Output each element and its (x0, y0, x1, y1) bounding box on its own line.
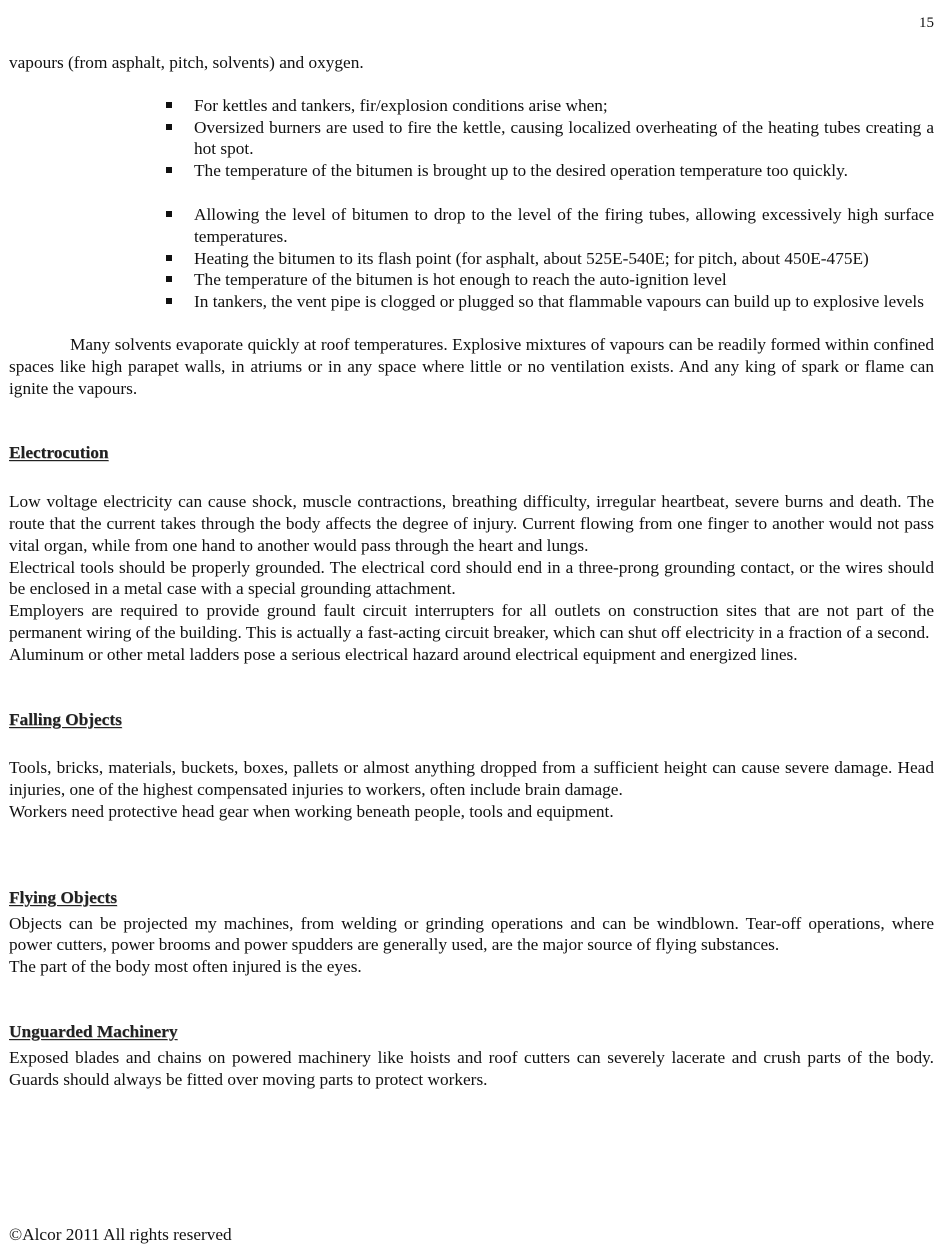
intro-line: vapours (from asphalt, pitch, solvents) and oxygen. (9, 53, 364, 72)
body-paragraph: Workers need protective head gear when working beneath people, tools and equipment. (9, 801, 614, 821)
bullet-item: The temperature of the bitumen is brought up to the desired operation temperature too quickly. (194, 160, 934, 182)
body-paragraph: Electrical tools should be properly grounded. The electrical cord should end in a three-prong grounding contact, or the wires should be enclosed in a metal case with a special grounding attachment. (9, 557, 934, 599)
copyright-footer: ©Alcor 2011 All rights reserved (9, 1225, 232, 1244)
square-bullet-icon (166, 211, 172, 217)
bullet-item: Heating the bitumen to its flash point (for asphalt, about 525E-540E; for pitch, about 450E-475E) (194, 248, 934, 270)
square-bullet-icon (166, 276, 172, 282)
bullet-item: The temperature of the bitumen is hot enough to reach the auto-ignition level (194, 269, 934, 291)
bullet-list-bitumen-conditions (9, 204, 934, 313)
body-paragraph: Aluminum or other metal ladders pose a serious electrical hazard around electrical equipment and energized lines. (9, 644, 798, 664)
body-paragraph: Employers are required to provide ground fault circuit interrupters for all outlets on construction sites that are not part of the permanent wiring of the building. This is actually a fast-acting circuit breaker, which can shut off electricity in a fraction of a second. (9, 601, 934, 642)
body-paragraph: The part of the body most often injured is the eyes. (9, 957, 362, 977)
body-paragraph: Objects can be projected my machines, from welding or grinding operations and can be windblown. Tear-off operations, where power cutters, power brooms and power spudders are generally used, are the major source of flying substances. (9, 913, 934, 955)
page-number: 15 (919, 15, 934, 31)
section-flying-objects (9, 887, 934, 978)
document-body (9, 52, 934, 1090)
section-heading: Electrocution (9, 443, 109, 463)
body-paragraph: Low voltage electricity can cause shock, muscle contractions, breathing difficulty, irregular heartbeat, severe burns and death. The route that the current takes through the body affects the degree of injury. Current flowing from one finger to another would not pass vital organ, while from one hand to another would pass through the heart and lungs. (9, 492, 934, 555)
bullet-list-fire-conditions (9, 95, 934, 182)
body-paragraph: Tools, bricks, materials, buckets, boxes, pallets or almost anything dropped from a sufficient height can cause severe damage. Head injuries, one of the highest compensated injuries to workers, often include brain damage. (9, 758, 934, 800)
bullet-item: In tankers, the vent pipe is clogged or plugged so that flammable vapours can build up to explosive levels (194, 291, 934, 313)
section-heading: Flying Objects (9, 887, 117, 907)
bullet-item: Allowing the level of bitumen to drop to the level of the firing tubes, allowing excessively high surface temperatures. (194, 204, 934, 248)
square-bullet-icon (166, 255, 172, 261)
body-paragraph: Exposed blades and chains on powered machinery like hoists and roof cutters can severely lacerate and crush parts of the body. Guards should always be fitted over moving parts to protect workers. (9, 1047, 934, 1089)
bullet-item: Oversized burners are used to fire the kettle, causing localized overheating of the heating tubes creating a hot spot. (194, 117, 934, 161)
square-bullet-icon (166, 167, 172, 173)
section-heading: Unguarded Machinery (9, 1021, 178, 1041)
square-bullet-icon (166, 124, 172, 130)
square-bullet-icon (166, 102, 172, 108)
section-heading: Falling Objects (9, 709, 122, 729)
section-falling-objects (9, 709, 934, 823)
section-unguarded-machinery (9, 1021, 934, 1090)
solvents-paragraph: Many solvents evaporate quickly at roof temperatures. Explosive mixtures of vapours can be readily formed within confined spaces like high parapet walls, in atriums or in any space where little or no ventilation exists. And any king of spark or flame can ignite the vapours. (9, 334, 934, 398)
bullet-item: For kettles and tankers, fir/explosion conditions arise when; (194, 95, 934, 117)
section-electrocution (9, 442, 934, 665)
square-bullet-icon (166, 298, 172, 304)
